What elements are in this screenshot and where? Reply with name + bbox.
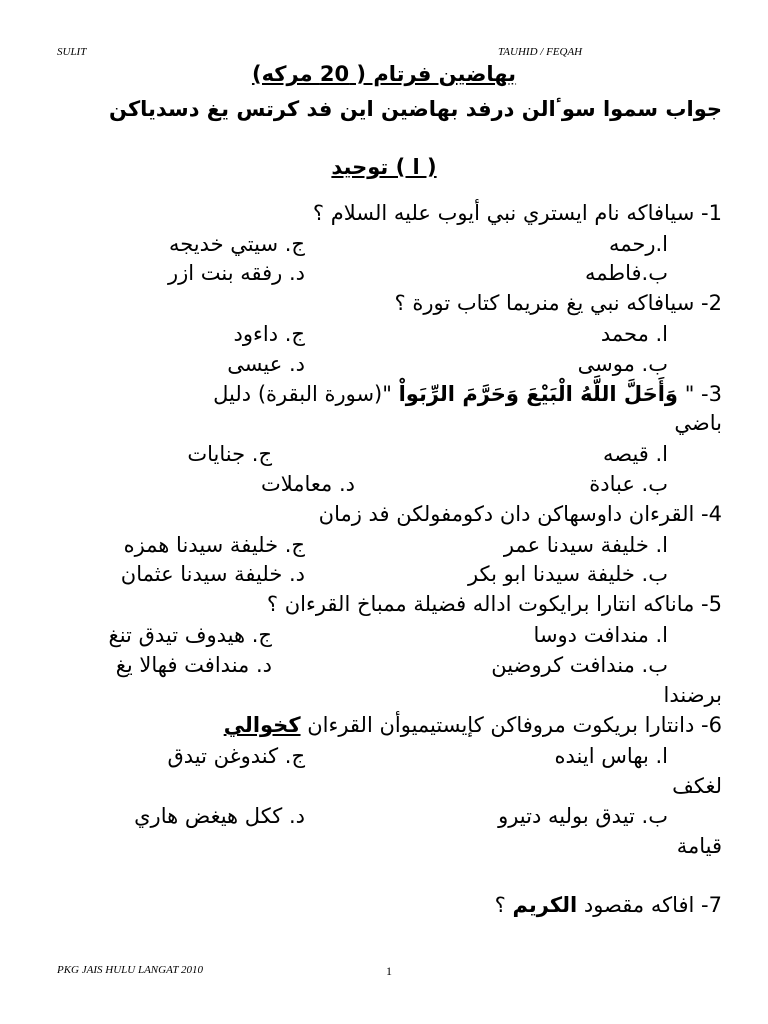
q2-option-c: ج. داءود	[233, 322, 305, 346]
verse-source: "(سورة البقرة) دليل	[213, 382, 392, 406]
question-7	[495, 892, 722, 918]
q6-option-b: ب. تيدق بوليه دتيرو	[498, 804, 668, 828]
question-mark: ؟	[494, 893, 506, 917]
page-number: 1	[386, 964, 392, 978]
question-number: 3-	[701, 382, 722, 406]
question-number: 6-	[701, 713, 722, 737]
footer-left: PKG JAIS HULU LANGAT 2010	[57, 964, 204, 976]
q2-option-a: ا. محمد	[600, 322, 668, 346]
question-3-wrap: باضي	[674, 411, 722, 435]
question-emphasis: الكريم	[512, 893, 578, 917]
q3-option-c: ج. جنايات	[187, 442, 272, 466]
quran-verse: وَأَحَلَّ اللَّهُ الْبَيْعَ وَحَرَّمَ الرِّبَواْ	[398, 382, 678, 406]
q4-option-b: ب. خليفة سيدنا ابو بكر	[467, 562, 668, 586]
question-1	[313, 200, 722, 226]
question-5	[267, 591, 722, 617]
q1-option-d: د. رفقه بنت ازر	[167, 261, 305, 285]
question-2	[395, 290, 722, 316]
q4-option-a: ا. خليفة سيدنا عمر	[503, 533, 668, 557]
question-text: دانتارا بريكوت مروفاكن كإيستيميوأن القرءان	[307, 713, 695, 737]
question-number: 2-	[701, 291, 722, 315]
question-text: سيافاكه نام ايستري نبي أيوب عليه السلام ؟	[312, 201, 695, 225]
q2-option-d: د. عيسى	[227, 352, 305, 376]
section-title: بهاضين فرتام ( 20 مركه)	[251, 62, 517, 86]
q6-option-d: د. ككل هيغض هاري	[134, 804, 305, 828]
q6-option-c-wrap: لغكف	[672, 774, 722, 798]
q5-option-a: ا. مندافت دوسا	[533, 623, 668, 647]
q6-option-a: ا. بهاس ايندە	[554, 744, 668, 768]
header-right: TAUHID / FEQAH	[498, 46, 583, 58]
q6-option-c: ج. كندوغن تيدق	[167, 744, 305, 768]
question-text: ماناكه انتارا برايكوت اداله فضيلة ممباخ القرءان ؟	[266, 592, 695, 616]
q5-option-d: د. مندافت فهالا يغ	[115, 653, 272, 677]
q2-option-b: ب. موسى	[577, 352, 668, 376]
q3-option-b: ب. عبادة	[589, 472, 668, 496]
question-emphasis: كخوالي	[223, 713, 301, 737]
q1-option-a: ا.رحمه	[608, 232, 668, 256]
quote-open: "	[684, 382, 695, 406]
q6-option-d-wrap: قيامة	[676, 834, 722, 858]
q5-option-c: ج. هيدوف تيدق تنغ	[108, 623, 272, 647]
section-instruction: جواب سموا سوٴالن درفد بهاضين اين فد كرتس يغ دسدياكن	[109, 97, 722, 121]
question-number: 4-	[701, 502, 722, 526]
question-3	[213, 381, 722, 407]
question-number: 7-	[701, 893, 722, 917]
question-6	[224, 712, 722, 738]
q5-option-b: ب. مندافت كروضين	[491, 653, 668, 677]
q1-option-b: ب.فاطمه	[585, 261, 668, 285]
q3-option-a: ا. قيصه	[602, 442, 668, 466]
question-text: سيافاكه نبي يغ منريما كتاب تورة ؟	[394, 291, 695, 315]
question-text: القرءان داوسهاكن دان دكومفولكن فد زمان	[318, 502, 695, 526]
section-subtitle: ( ا ) توحيد	[331, 155, 437, 179]
q5-option-d-wrap: برضندا	[663, 683, 722, 707]
q4-option-d: د. خليفة سيدنا عثمان	[120, 562, 305, 586]
question-4	[319, 501, 722, 527]
q1-option-c: ج. سيتي خديجه	[168, 232, 305, 256]
q4-option-c: ج. خليفة سيدنا همزه	[123, 533, 305, 557]
question-text: افاكه مقصود	[583, 893, 695, 917]
header-left: SULIT	[57, 46, 87, 58]
question-number: 1-	[701, 201, 722, 225]
q3-option-d: د. معاملات	[260, 472, 355, 496]
question-number: 5-	[701, 592, 722, 616]
